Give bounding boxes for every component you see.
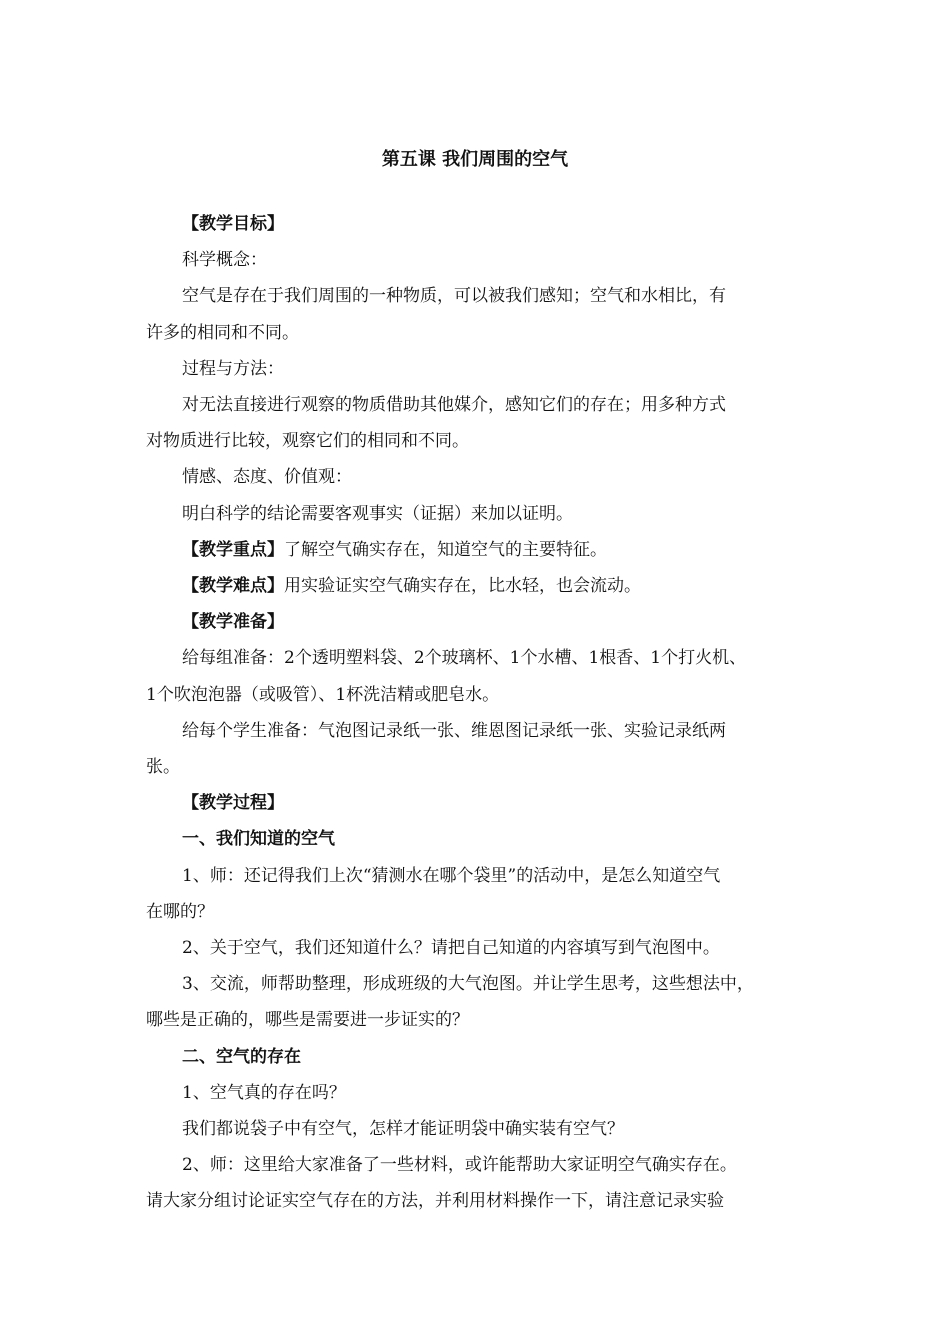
paragraph-text: 明白科学的结论需要客观事实（证据）来加以证明。 xyxy=(182,503,573,524)
paragraph xyxy=(146,459,818,495)
paragraph-preparation-heading xyxy=(146,604,818,640)
paragraph-text: 科学概念： xyxy=(182,250,267,271)
paragraph xyxy=(146,1147,818,1183)
paragraph-continuation xyxy=(146,894,818,930)
paragraph-text: 在哪的？ xyxy=(146,901,214,922)
paragraph-text: 请大家分组讨论证实空气存在的方法，并利用材料操作一下，请注意记录实验 xyxy=(146,1191,724,1212)
section-label: 【教学过程】 xyxy=(182,793,284,814)
paragraph xyxy=(146,930,818,966)
paragraph-continuation xyxy=(146,677,818,713)
subheading-air-exists xyxy=(146,1039,818,1075)
section-label: 【教学目标】 xyxy=(182,214,284,234)
paragraph xyxy=(146,496,818,532)
paragraph-text: 1个吹泡泡器（或吸管）、1杯洗洁精或肥皂水。 xyxy=(146,684,500,705)
paragraph-text: 空气是存在于我们周围的一种物质，可以被我们感知；空气和水相比，有 xyxy=(182,286,726,307)
paragraph xyxy=(146,966,818,1002)
section-label: 【教学准备】 xyxy=(182,612,284,633)
paragraph xyxy=(146,242,818,278)
paragraph xyxy=(146,713,818,749)
paragraph xyxy=(146,858,818,894)
paragraph-continuation xyxy=(146,749,818,785)
paragraph-text: 2、师：这里给大家准备了一些材料，或许能帮助大家证明空气确实存在。 xyxy=(182,1155,737,1176)
paragraph-difficulties xyxy=(146,568,818,604)
document-body xyxy=(146,206,818,1220)
paragraph-text: 我们都说袋子中有空气，怎样才能证明袋中确实装有空气？ xyxy=(182,1119,624,1140)
section-label: 一、我们知道的空气 xyxy=(182,829,335,850)
section-label: 【教学难点】 xyxy=(182,576,284,597)
paragraph xyxy=(146,387,818,423)
paragraph xyxy=(146,1111,818,1147)
paragraph-continuation xyxy=(146,1002,818,1038)
paragraph-text: 对物质进行比较，观察它们的相同和不同。 xyxy=(146,431,469,452)
paragraph xyxy=(146,278,818,314)
paragraph-text: 2、关于空气，我们还知道什么？请把自己知道的内容填写到气泡图中。 xyxy=(182,938,720,959)
paragraph-text: 1、师：还记得我们上次“猜测水在哪个袋里”的活动中，是怎么知道空气 xyxy=(182,865,721,886)
paragraph-objectives-heading xyxy=(146,206,818,242)
subheading-known-air xyxy=(146,821,818,857)
paragraph-text: 给每组准备：2个透明塑料袋、2个玻璃杯、1个水槽、1根香、1个打火机、 xyxy=(182,648,747,669)
paragraph-text: 给每个学生准备：气泡图记录纸一张、维恩图记录纸一张、实验记录纸两 xyxy=(182,720,726,741)
paragraph-text: 3、交流，师帮助整理，形成班级的大气泡图。并让学生思考，这些想法中， xyxy=(182,974,754,995)
paragraph-text: 1、空气真的存在吗？ xyxy=(182,1082,346,1103)
paragraph-text: 许多的相同和不同。 xyxy=(146,322,299,343)
section-label: 【教学重点】 xyxy=(182,539,284,560)
section-label: 二、空气的存在 xyxy=(182,1046,301,1067)
paragraph-text: 用实验证实空气确实存在，比水轻，也会流动。 xyxy=(284,576,641,597)
paragraph-text: 过程与方法： xyxy=(182,358,284,379)
paragraph xyxy=(146,640,818,676)
paragraph-continuation xyxy=(146,315,818,351)
page-title: 第五课 我们周围的空气 xyxy=(381,149,569,170)
paragraph-text: 哪些是正确的，哪些是需要进一步证实的？ xyxy=(146,1010,469,1031)
paragraph-text: 情感、态度、价值观： xyxy=(182,467,352,488)
paragraph-text: 了解空气确实存在，知道空气的主要特征。 xyxy=(284,539,607,560)
paragraph xyxy=(146,1075,818,1111)
paragraph xyxy=(146,351,818,387)
paragraph-continuation xyxy=(146,1183,818,1219)
paragraph-process-heading xyxy=(146,785,818,821)
paragraph-continuation xyxy=(146,423,818,459)
paragraph-text: 对无法直接进行观察的物质借助其他媒介，感知它们的存在；用多种方式 xyxy=(182,395,726,416)
paragraph-text: 张。 xyxy=(146,757,180,778)
paragraph-key-points xyxy=(146,532,818,568)
